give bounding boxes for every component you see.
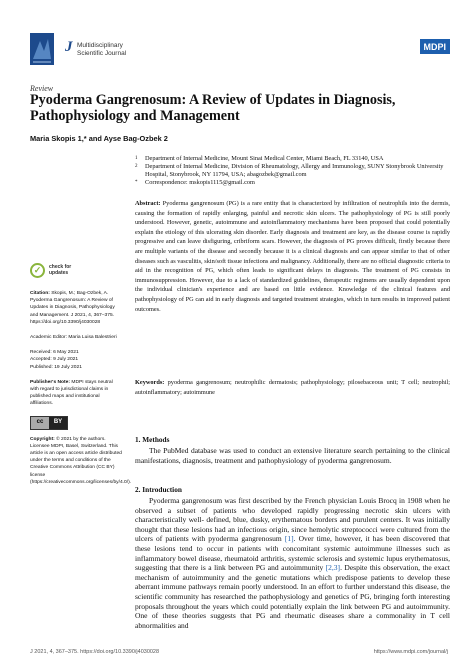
article-title: Pyoderma Gangrenosum: A Review of Updates in Diagnosis, Pathophysiology and Management: [30, 92, 396, 124]
journal-letter: J: [65, 39, 73, 55]
page-footer: [30, 649, 448, 655]
citation: Citation: Skopis, M.; Bag-Ozbek, A. Pyoderma Gangrenosum: A Review of Updates in Diagnosis, Pathophysiology and Management. J 2021, 4, 367–375. https://doi.org/10.3390/j4030028: [30, 291, 115, 325]
footer-journal-link[interactable]: https://www.mdpi.com/journal/j: [373, 649, 448, 655]
publisher-note: Publisher's Note: MDPI stays neutral with regard to jurisdictional claims in published maps and institutional affiliations.: [30, 379, 113, 407]
introduction-heading: 2. Introduction: [135, 485, 182, 494]
methods-paragraph: The PubMed database was used to conduct an extensive literature search pertaining to the clinical manifestations, diagnosis, treatment and pathophysiology of pyoderma gangrenosum.: [135, 446, 450, 465]
introduction-paragraph: Pyoderma gangrenosum was first described by the French physician Louis Brocq in 1908 when he observed a subset of patients who developed rapidly progressing necrotic skin ulcers with characteristically well- defined, blue, dusky, erythematous borders and purulent centers. It was initially thought that these lesions had an infectious origin, since hemolytic streptococci were cultured from the ulcers of patients with pyoderma gangrenosum [1]. Over time, however, it has been discovered that these lesions tend to occur in patients with concomitant systemic autoimmune illnesses such as inflammatory bowel disease, rheumatoid arthritis, systemic sclerosis and systemic lupus erythematosus, suggesting that there is a link between PG and autoimmunity [2,3]. Despite this observation, the exact mechanism of autoimmunity and the genetic mutations which predispose patients to develop these aberrant immune pathways remain poorly understood. In an effort to further understand this disease, the scientific community has researched the pathophysiology and genetics of PG, bringing forth interesting proposals throughout the years which could potentially explain the link between PG and autoimmunity. One of these theories suggests that PG and rheumatic diseases share a commonality in T cell abnormalities and: [135, 496, 450, 630]
reference-link-1[interactable]: [1]: [284, 534, 294, 544]
affiliations: [135, 155, 450, 187]
author-list[interactable]: Maria Skopis 1,* and Ayse Bag-Ozbek 2: [30, 134, 168, 143]
accepted-date: Accepted: 9 July 2021: [30, 357, 79, 363]
academic-editor: Academic Editor: Maria Luisa Balestrieri: [30, 335, 117, 341]
footer-citation: J 2021, 4, 367–375. https://doi.org/10.3390/j4030028: [30, 649, 160, 655]
abstract-label: Abstract:: [135, 200, 161, 207]
methods-heading: 1. Methods: [135, 435, 170, 444]
published-date: Published: 19 July 2021: [30, 364, 82, 370]
journal-logo-icon: [30, 33, 54, 65]
received-date: Received: 6 May 2021: [30, 350, 79, 356]
check-icon: ✓: [30, 263, 45, 278]
article-info-sidebar: [30, 263, 132, 494]
article-type: Review: [30, 84, 54, 93]
check-for-updates-button[interactable]: ✓ check for updates: [30, 263, 122, 278]
mdpi-logo[interactable]: MDPI: [420, 39, 451, 54]
cc-by-license-icon[interactable]: cc BY: [30, 416, 68, 430]
reference-link-2-3[interactable]: [2,3]: [325, 563, 341, 573]
journal-header: [30, 33, 450, 73]
keywords: [135, 378, 450, 397]
abstract: [135, 199, 450, 314]
dates: [30, 349, 122, 371]
affiliation-1: 1 Department of Internal Medicine, Mount Sinai Medical Center, Miami Beach, FL 33140, USA: [135, 155, 384, 162]
keywords-label: Keywords:: [135, 379, 165, 386]
keywords-text: pyoderma gangrenosum; neutrophilic dermatosis; pathophysiology; pilosebaceous unit; T cell; neutrophil; autoinflammatory; autoimmune: [135, 379, 450, 396]
affiliation-2: 2 Department of Internal Medicine, Division of Rheumatology, Allergy and Immunology, SUNY Stonybrook University Hospital, Stonybrook, NY 11794, USA; abagozbek@gmail.com: [135, 163, 444, 178]
copyright: Copyright: © 2021 by the authors. Licensee MDPI, Basel, Switzerland. This article is an open access article distributed under the terms and conditions of the Creative Commons Attribution (CC BY) license (https://creativecommons.org/licenses/by/4.0/).: [30, 436, 132, 485]
journal-name: Multidisciplinary Scientific Journal: [77, 42, 127, 57]
correspondence: * Correspondence: mskopis1115@gmail.com: [135, 179, 255, 186]
abstract-text: Pyoderma gangrenosum (PG) is a rare entity that is characterized by infiltration of neutrophils into the dermis, causing the formation of rapidly enlarging, painful and necrotic skin ulcers. The pathophysiology of PG is still poorly understood. However, genetic, autoimmune and autoinflammatory mechanisms have been proposed that could potentially explain the etiology of this ulcerating skin disorder. Early diagnosis and treatment are key, as the disease course is rapidly progressive and can leave disfiguring, cribriform scars. However, the diagnosis of PG proves difficult, firstly because there are multiple variants of the disease and secondly because it is a clinical diagnosis and can appear similar to that of other diseases such as vasculitis, skin/soft tissue infections and malignancy. Additionally, there are no official diagnostic criteria to aid in the recognition of PG, which often leads to significant delays in diagnosis. The treatment of PG consists in immunosuppression. However, due to a lack of standardized guidelines, therapeutic regimens are usually dependent upon the individual clinician's experience and are based on little evidence. Knowledge of the clinical features and pathophysiology of PG can aid in early diagnosis and targeted treatment strategies, which in turn results in improved patient outcomes.: [135, 200, 450, 313]
